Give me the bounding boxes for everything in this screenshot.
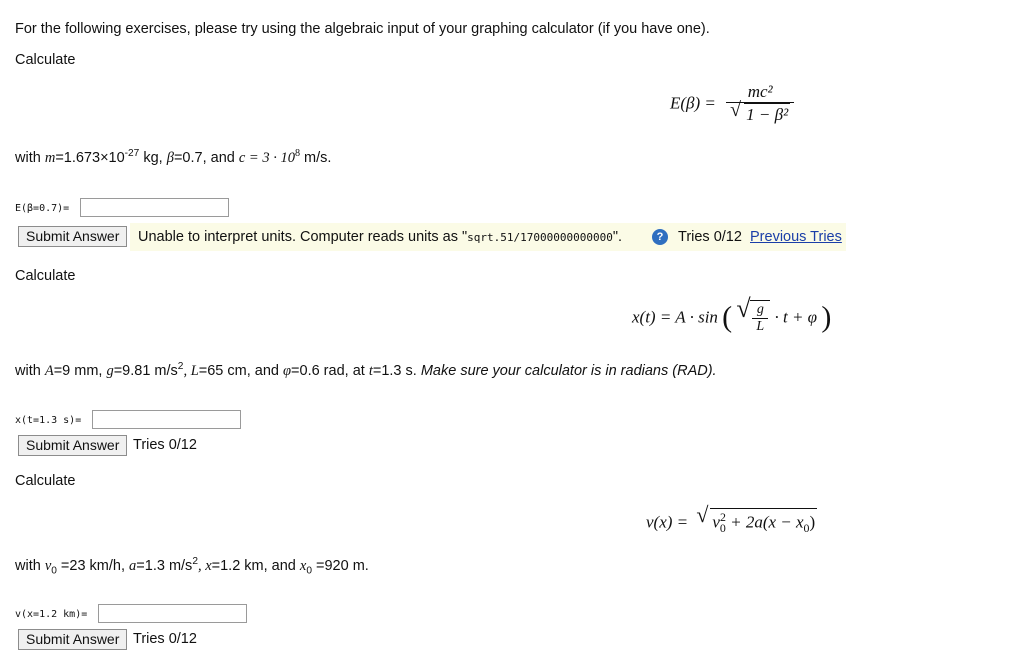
formula-energy: E(β) = mc² √ 1 − β²	[670, 82, 794, 125]
field-label-position: x(t=1.3 s)=	[15, 415, 82, 426]
help-icon[interactable]: ?	[652, 229, 668, 245]
submit-answer-button-3[interactable]: Submit Answer	[18, 629, 127, 650]
calculate-label-3: Calculate	[15, 473, 76, 489]
given-values-1: with $m=1.673\times 10^{-27}$ kg, β=0.7, and $c = 3 \cdot 10^8$ m/s.	[15, 148, 332, 166]
tries-counter-3: Tries 0/12	[133, 631, 197, 647]
position-answer-input[interactable]	[92, 410, 241, 429]
tries-counter-2: Tries 0/12	[133, 437, 197, 453]
submit-answer-button-1[interactable]: Submit Answer	[18, 226, 127, 247]
given-values-3: with $v_0 =23$ km/h, a=1.3 $m/s^2$, x=1.2 km, and $x_0 =920$ m.	[15, 556, 369, 577]
feedback-message: Unable to interpret units. Computer reads units as "sqrt.51/17000000000000".	[138, 229, 623, 245]
previous-tries-link[interactable]: Previous Tries	[750, 229, 842, 245]
formula-position: x(t) = A · sin ( √ $\frac{g}{L}$ · t + φ )	[632, 294, 832, 334]
field-label-velocity: v(x=1.2 km)=	[15, 609, 88, 620]
tries-counter-1: Tries 0/12	[678, 229, 742, 245]
given-values-2: with A=9 mm, g=9.81 $m/s^2$, L=65 cm, and φ=0.6 rad, at t=1.3 s. Make sure your calculator is in radians (RAD).	[15, 361, 717, 379]
calculate-label-2: Calculate	[15, 268, 76, 284]
field-label-energy: E(β=0.7)=	[15, 203, 70, 214]
calculate-label-1: Calculate	[15, 52, 76, 68]
energy-answer-input[interactable]	[80, 198, 229, 217]
formula-velocity: v(x) = √ $v^2_0 + 2a(x - x_0)$	[646, 502, 816, 536]
submit-answer-button-2[interactable]: Submit Answer	[18, 435, 127, 456]
velocity-answer-input[interactable]	[98, 604, 247, 623]
intro-text: For the following exercises, please try using the algebraic input of your graphing calculator (if you have one).	[15, 21, 710, 37]
